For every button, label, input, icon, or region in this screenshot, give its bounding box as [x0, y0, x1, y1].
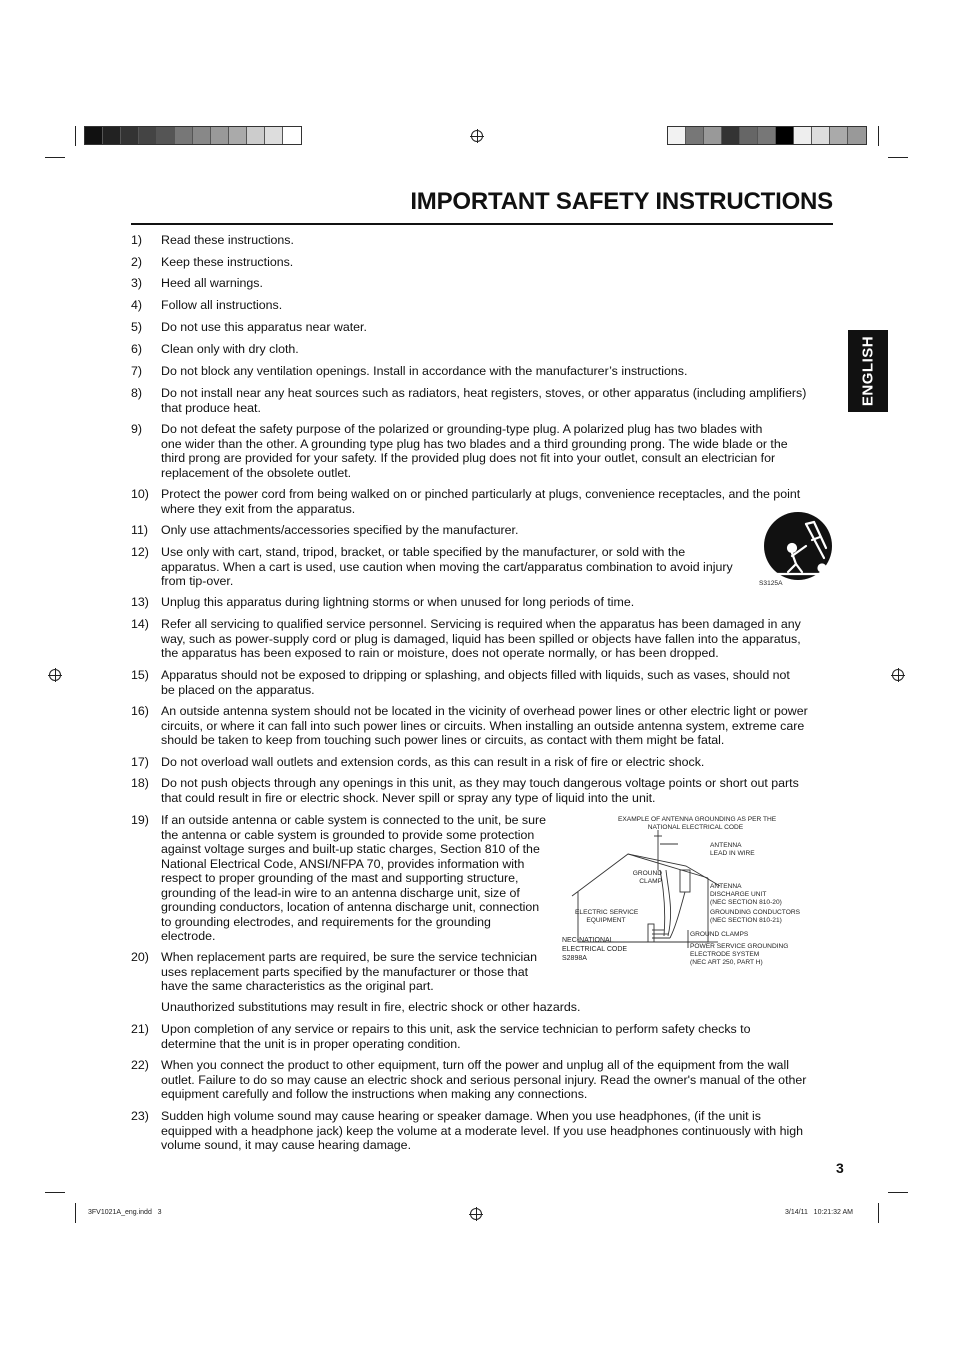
list-item-text — [161, 1000, 580, 1015]
label-service-equipment: ELECTRIC SERVICE EQUIPMENT — [575, 909, 639, 924]
list-item-line: Heed all warnings. — [161, 276, 263, 290]
title-rule — [131, 223, 833, 225]
list-item-line: against voltage surges and built-up static charges, Section 810 of the — [161, 842, 540, 856]
list-item-line: Use only with cart, stand, tripod, bracket, or table specified by the manufacturer, or sold with the — [161, 545, 686, 559]
list-item-line: Do not overload wall outlets and extension cords, as this can result in a risk of fire or electric shock. — [161, 755, 705, 769]
color-swatch — [722, 127, 740, 144]
label-grounding-conductors: GROUNDING CONDUCTORS (NEC SECTION 810-21) — [710, 909, 800, 924]
label-ground-clamps: GROUND CLAMPS — [690, 931, 749, 938]
list-item-line: Sudden high volume sound may cause hearing or speaker damage. When you use headphones, (if the unit is — [161, 1109, 761, 1123]
color-swatch — [121, 127, 139, 144]
list-item-number: 6) — [131, 342, 143, 356]
list-item-line: outlet. Failure to do so may cause an electric shock and serious personal injury. Read the owner's manual of the other — [161, 1072, 807, 1087]
color-swatch — [229, 127, 247, 144]
color-swatch — [830, 127, 848, 144]
list-item-number: 7) — [131, 364, 143, 378]
list-item-line: Do not defeat the safety purpose of the polarized or grounding-type plug. A polarized plug has two blades with — [161, 422, 763, 436]
list-item-line: grounding conductors, location of antenna discharge unit, connection — [161, 900, 540, 914]
label-power-service: POWER SERVICE GROUNDING ELECTRODE SYSTEM (NEC ART 250, PART H) — [690, 943, 789, 966]
color-swatch — [668, 127, 686, 144]
label-ground-clamp: GROUND CLAMP — [632, 870, 662, 885]
list-item-text — [161, 668, 790, 697]
registration-mark-left — [49, 669, 61, 681]
cart-figure-code: S3125A — [759, 580, 783, 587]
list-item-text — [161, 342, 299, 357]
list-item-line: third prong are provided for your safety. If the provided plug does not fit into your outlet, consult an electrician for — [161, 451, 776, 465]
list-item-line: have the same characteristics as the original part. — [161, 979, 434, 993]
list-item-line: Clean only with dry cloth. — [161, 342, 299, 356]
page-title: IMPORTANT SAFETY INSTRUCTIONS — [410, 188, 833, 215]
list-item-number: 23) — [131, 1109, 149, 1123]
color-swatch — [85, 127, 103, 144]
list-item-line: replacement of the obsolete outlet. — [161, 465, 352, 480]
color-swatch — [265, 127, 283, 144]
list-item-line: from tip-over. — [161, 574, 234, 588]
label-discharge-unit: ANTENNA DISCHARGE UNIT (NEC SECTION 810-20) — [710, 883, 782, 906]
footer-file: 3FV1021A_eng.indd 3 — [88, 1209, 162, 1216]
color-swatch — [247, 127, 265, 144]
crop-mark — [888, 1192, 908, 1193]
color-swatch — [157, 127, 175, 144]
list-item-number: 5) — [131, 320, 143, 334]
cart-tip-over-warning-icon — [762, 510, 834, 582]
color-swatch — [812, 127, 830, 144]
color-swatch — [283, 127, 301, 144]
crop-mark — [878, 1203, 879, 1223]
list-item-line: electrode. — [161, 929, 216, 943]
list-item-text — [161, 813, 546, 944]
list-item-line: equipment carefully and follow the instructions when making any connections. — [161, 1087, 588, 1101]
language-tab — [848, 330, 888, 412]
list-item-line: If an outside antenna or cable system is connected to the unit, be sure — [161, 813, 547, 827]
list-item-text — [161, 1022, 751, 1051]
color-bar-left — [84, 126, 302, 145]
list-item-line: that could result in fire or electric shock. Never spill or spray any type of liquid into the unit. — [161, 790, 656, 805]
color-swatch — [139, 127, 157, 144]
list-item-text — [161, 595, 634, 610]
list-item-number: 15) — [131, 668, 149, 682]
list-item-number: 18) — [131, 776, 149, 790]
list-item-line: the apparatus has been exposed to rain or moisture, does not operate normally, or has been dropped. — [161, 646, 719, 660]
crop-mark — [45, 1192, 65, 1193]
footer-timestamp: 3/14/11 10:21:32 AM — [785, 1209, 853, 1216]
list-item-line: Protect the power cord from being walked on or pinched particularly at plugs, convenience receptacles, and the point — [161, 487, 801, 501]
color-bar-right — [667, 126, 867, 145]
crop-mark — [878, 126, 879, 146]
list-item-text — [161, 704, 808, 748]
list-item-text — [161, 386, 806, 415]
list-item-number: 3) — [131, 276, 143, 290]
list-item-text — [161, 233, 294, 248]
list-item-line: An outside antenna system should not be located in the vicinity of overhead power lines or other electric light or power — [161, 704, 808, 718]
list-item-line: respect to proper grounding of the mast and supporting structure, — [161, 871, 519, 885]
list-item-line: When replacement parts are required, be sure the service technician — [161, 950, 538, 964]
list-item-line: Read these instructions. — [161, 233, 294, 247]
list-item-text — [161, 755, 704, 770]
diagram-title: EXAMPLE OF ANTENNA GROUNDING AS PER THE NATIONAL ELECTRICAL CODE — [618, 816, 777, 831]
list-item-line: to grounding electrodes, and requirements for the grounding — [161, 914, 491, 929]
list-item-number: 11) — [131, 523, 148, 537]
list-item-text — [161, 950, 537, 994]
color-swatch — [175, 127, 193, 144]
list-item-line: Do not install near any heat sources such as radiators, heat registers, stoves, or other apparatus (including amplifiers) — [161, 386, 807, 400]
list-item-number: 21) — [131, 1022, 149, 1036]
color-swatch — [704, 127, 722, 144]
list-item-text — [161, 298, 282, 313]
page-number: 3 — [836, 1160, 844, 1176]
list-item-line: Apparatus should not be exposed to dripping or splashing, and objects filled with liquids, such as vases, should not — [161, 668, 790, 682]
list-item-line: Do not use this apparatus near water. — [161, 320, 367, 334]
list-item-line: one wider than the other. A grounding type plug has two blades and a third grounding prong. The wide blade or the — [161, 436, 788, 451]
color-swatch — [794, 127, 812, 144]
language-tab-label: ENGLISH — [859, 335, 877, 407]
list-item-line: equipped with a headphone jack) keep the volume at a moderate level. If you use headphones continuously with high — [161, 1123, 803, 1138]
registration-mark-top — [471, 130, 483, 142]
crop-mark — [75, 126, 76, 146]
list-item-text — [161, 1109, 803, 1153]
list-item-text — [161, 545, 733, 589]
list-item-number: 19) — [131, 813, 149, 827]
registration-mark-right — [892, 669, 904, 681]
list-item-text — [161, 617, 801, 661]
color-swatch — [740, 127, 758, 144]
label-nec: NEC-NATIONAL ELECTRICAL CODE S2898A — [562, 937, 628, 962]
color-swatch — [758, 127, 776, 144]
list-item-line: volume sound, it may cause hearing damage. — [161, 1138, 412, 1152]
list-item-text — [161, 320, 367, 335]
list-item-number: 8) — [131, 386, 143, 400]
list-item-line: Do not block any ventilation openings. Install in accordance with the manufacturer’s instructions. — [161, 364, 688, 378]
crop-mark — [75, 1203, 76, 1223]
list-item-number: 20) — [131, 950, 149, 964]
color-swatch — [103, 127, 121, 144]
list-item-line: Upon completion of any service or repairs to this unit, ask the service technician to perform safety checks to — [161, 1022, 751, 1036]
list-item-text — [161, 523, 518, 538]
list-item-number: 16) — [131, 704, 149, 718]
list-item-line: grounding of the lead-in wire to an antenna discharge unit, size of — [161, 885, 520, 900]
color-swatch — [193, 127, 211, 144]
list-item-number: 12) — [131, 545, 149, 559]
list-item-text — [161, 776, 799, 805]
list-item-number: 10) — [131, 487, 149, 501]
list-item-text — [161, 364, 687, 379]
list-item-text — [161, 1058, 806, 1102]
list-item-line: Refer all servicing to qualified service personnel. Servicing is required when the apparatus has been damaged in any — [161, 617, 801, 631]
registration-mark-bottom — [470, 1208, 482, 1220]
list-item-line: Follow all instructions. — [161, 298, 283, 312]
list-item-line: the antenna or cable system is grounded to provide some protection — [161, 827, 535, 842]
list-item-text — [161, 487, 800, 516]
list-item-line: Do not push objects through any openings in this unit, as they may touch dangerous voltage points or short out parts — [161, 776, 799, 790]
crop-mark — [888, 157, 908, 158]
crop-mark — [45, 157, 65, 158]
list-item-line: be placed on the apparatus. — [161, 682, 315, 697]
list-item-line: should be taken to keep from touching such power lines or circuits, as contact with them might be fatal. — [161, 733, 725, 747]
list-item-line: determine that the unit is in proper operating condition. — [161, 1036, 461, 1051]
list-item-number: 2) — [131, 255, 143, 269]
list-item-number: 22) — [131, 1058, 149, 1072]
list-item-text — [161, 422, 788, 480]
list-item-text — [161, 276, 263, 291]
list-item-number: 1) — [131, 233, 143, 247]
list-item-line: that produce heat. — [161, 400, 261, 415]
list-item-number: 4) — [131, 298, 143, 312]
list-item-line: Keep these instructions. — [161, 255, 294, 269]
color-swatch — [686, 127, 704, 144]
list-item-number: 13) — [131, 595, 149, 609]
list-item-line: Unplug this apparatus during lightning storms or when unused for long periods of time. — [161, 595, 635, 609]
list-item-line: where they exit from the apparatus. — [161, 501, 356, 516]
list-item-line: Unauthorized substitutions may result in fire, electric shock or other hazards. — [161, 1000, 581, 1014]
label-antenna-lead: ANTENNA LEAD IN WIRE — [710, 842, 755, 857]
color-swatch — [848, 127, 866, 144]
list-item-number: 14) — [131, 617, 149, 631]
list-item-line: apparatus. When a cart is used, use caution when moving the cart/apparatus combination to avoid injury — [161, 559, 733, 574]
list-item-line: way, such as power-supply cord or plug is damaged, liquid has been spilled or objects have fallen into the apparatus, — [161, 631, 801, 646]
list-item-line: uses replacement parts specified by the manufacturer or those that — [161, 964, 529, 979]
list-item-number: 17) — [131, 755, 149, 769]
color-swatch — [211, 127, 229, 144]
list-item-line: National Electrical Code, ANSI/NFPA 70, provides information with — [161, 856, 525, 871]
list-item-line: When you connect the product to other equipment, turn off the power and unplug all of the equipment from the wall — [161, 1058, 789, 1072]
list-item-line: Only use attachments/accessories specified by the manufacturer. — [161, 523, 519, 537]
list-item-number: 9) — [131, 422, 143, 436]
color-swatch — [776, 127, 794, 144]
list-item-text — [161, 255, 293, 270]
list-item-line: circuits, or where it can fall into such power lines or circuits. When installing an outside antenna system, extreme care — [161, 718, 805, 733]
